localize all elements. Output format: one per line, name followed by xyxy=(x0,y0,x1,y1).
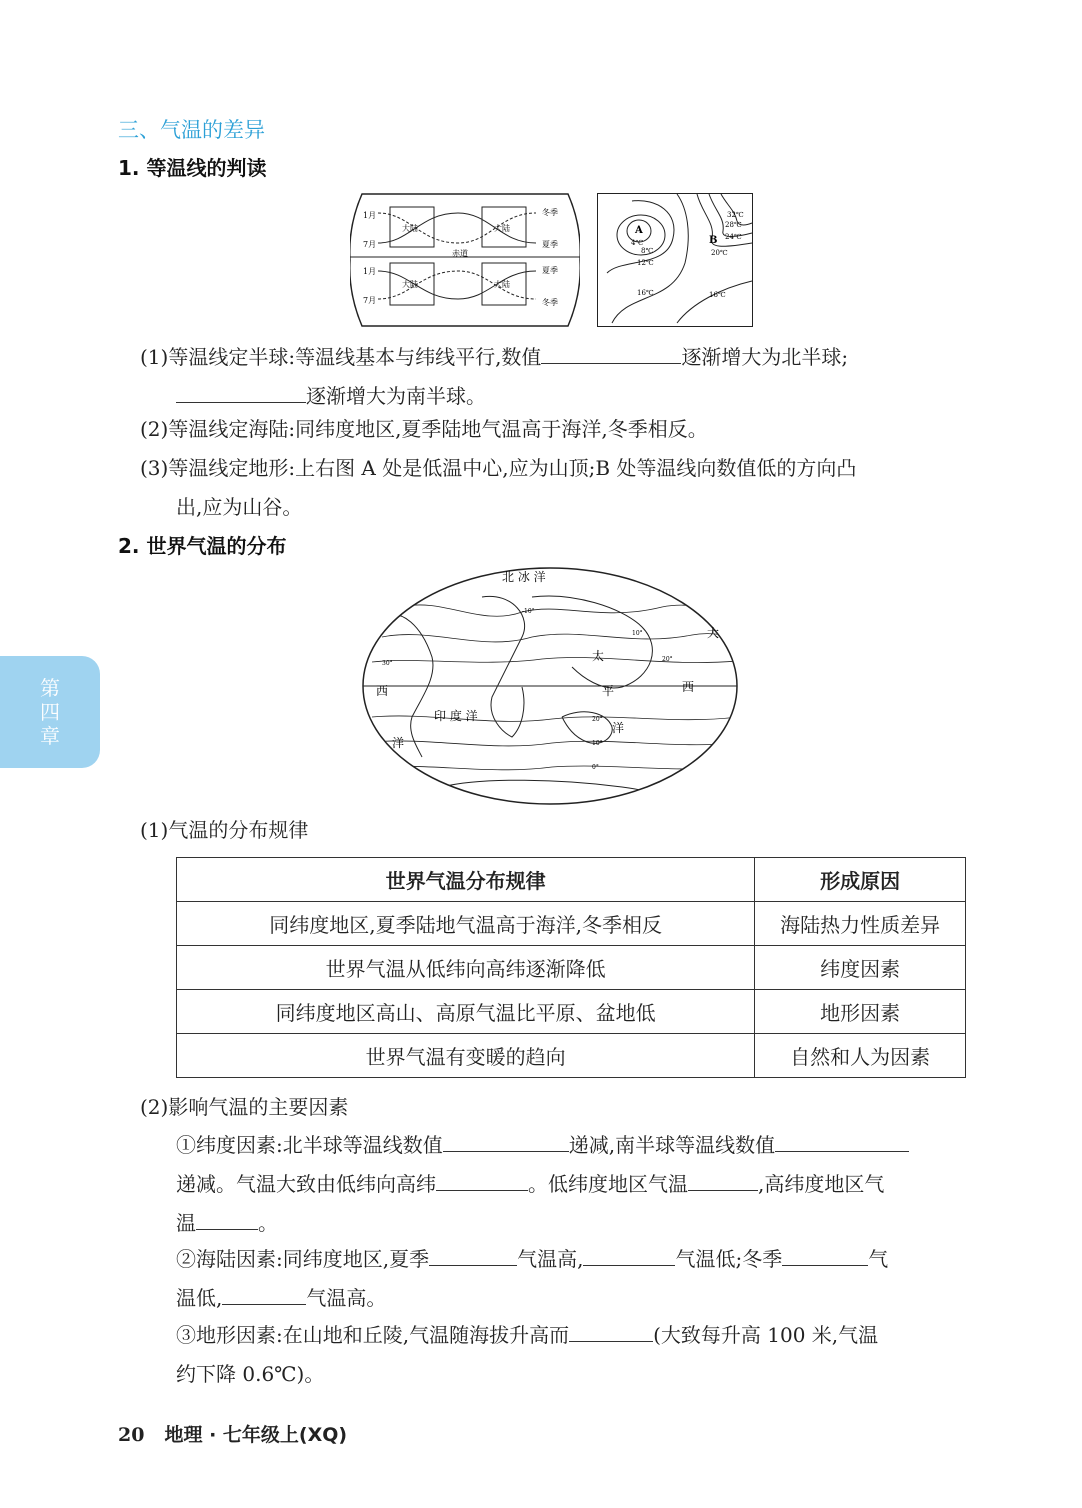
factor-1-line-1: ①纬度因素:北半球等温线数值 递减,南半球等温线数值 xyxy=(176,1126,909,1165)
blank-5[interactable] xyxy=(436,1168,528,1191)
isotherm-label-16b: 16℃ xyxy=(709,291,726,299)
factor-1-line-2: 递减。气温大致由低纬向高纬 。低纬度地区气温 ,高纬度地区气 xyxy=(176,1165,884,1204)
item-1-line-1: (1)等温线定半球:等温线基本与纬线平行,数值 逐渐增大为北半球; xyxy=(140,338,848,377)
item-3-line-2: 出,应为山谷。 xyxy=(176,495,303,519)
table-row xyxy=(177,946,966,990)
sub-2-heading: (2)影响气温的主要因素 xyxy=(140,1095,349,1119)
sub-1-heading: (1)气温的分布规律 xyxy=(140,818,309,842)
table-row xyxy=(177,902,966,946)
label-continent-3: 大陆 xyxy=(402,280,418,289)
label-atlantic-da: 大 xyxy=(707,626,720,640)
blank-11[interactable] xyxy=(222,1282,306,1305)
factor-2-line-1: ②海陆因素:同纬度地区,夏季 气温高, 气温低;冬季 气 xyxy=(176,1240,888,1279)
table-cell: 自然和人为因素 xyxy=(755,1034,966,1078)
blank-8[interactable] xyxy=(429,1243,517,1266)
world-isotherm-map xyxy=(362,567,738,805)
table-cell: 同纬度地区高山、高原气温比平原、盆地低 xyxy=(177,990,755,1034)
factor-3-line-1: ③地形因素:在山地和丘陵,气温随海拔升高而 (大致每升高 100 米,气温 xyxy=(176,1316,878,1355)
item-1-line-2: 逐渐增大为南半球。 xyxy=(176,377,486,416)
table-cell: 世界气温有变暖的趋向 xyxy=(177,1034,755,1078)
label-winter-top: 冬季 xyxy=(542,208,558,217)
item-2: (2)等温线定海陆:同纬度地区,夏季陆地气温高于海洋,冬季相反。 xyxy=(140,417,708,441)
page-number: 20 xyxy=(118,1424,145,1446)
table-row xyxy=(177,1034,966,1078)
label-indian-ocean: 印 度 洋 xyxy=(434,709,478,723)
temperature-distribution-table xyxy=(176,857,966,1078)
blank-9[interactable] xyxy=(583,1243,675,1266)
table-cell: 世界气温从低纬向高纬逐渐降低 xyxy=(177,946,755,990)
isotherm-label-12: 12℃ xyxy=(637,259,654,267)
isotherm-label-20: 20℃ xyxy=(711,249,728,257)
isotherm-label-32: 32℃ xyxy=(727,211,744,219)
subheading-world-temperature: 2. 世界气温的分布 xyxy=(118,534,287,558)
isotherm-tag-6: 10° xyxy=(592,740,603,747)
label-continent-4: 大陆 xyxy=(494,280,510,289)
label-atlantic-xi-east: 西 xyxy=(682,680,695,694)
table-header-row xyxy=(177,858,966,902)
label-atlantic-xi: 西 xyxy=(376,684,389,698)
isotherm-tag-1: -10° xyxy=(522,608,535,615)
point-a-label: A xyxy=(635,225,643,236)
section-title: 三、气温的差异 xyxy=(118,118,265,142)
isotherm-label-8: 8℃ xyxy=(641,247,654,255)
table-cell: 同纬度地区,夏季陆地气温高于海洋,冬季相反 xyxy=(177,902,755,946)
label-jan-top: 1月 xyxy=(363,211,377,220)
isotherm-tag-3: 20° xyxy=(662,656,673,663)
isotherm-tag-7: 0° xyxy=(592,764,599,771)
chapter-tab[interactable]: 第 四 章 xyxy=(0,656,100,768)
label-continent-1: 大陆 xyxy=(402,224,418,233)
label-pacific-yang: 洋 xyxy=(612,721,625,735)
label-arctic-ocean: 北 冰 洋 xyxy=(502,570,546,584)
isotherm-label-4: 4℃ xyxy=(631,239,644,247)
blank-12[interactable] xyxy=(569,1319,653,1342)
blank-2[interactable] xyxy=(176,380,306,403)
label-equator: 赤道 xyxy=(452,249,468,258)
label-jul-bottom: 7月 xyxy=(363,296,377,305)
label-pacific-tai: 太 xyxy=(592,649,605,663)
book-title: 地理 · 七年级上(XQ) xyxy=(164,1424,348,1446)
label-winter-bottom: 冬季 xyxy=(542,298,558,307)
label-summer-bottom: 夏季 xyxy=(542,266,558,275)
factor-1-line-3: 温 。 xyxy=(176,1204,278,1243)
table-header: 世界气温分布规律 xyxy=(177,858,755,902)
factor-3-line-2: 约下降 0.6℃)。 xyxy=(176,1362,325,1386)
table-cell: 纬度因素 xyxy=(755,946,966,990)
label-summer-top: 夏季 xyxy=(542,240,558,249)
label-atlantic-yang: 洋 xyxy=(392,736,405,750)
subheading-isotherm-reading: 1. 等温线的判读 xyxy=(118,156,267,180)
item-3-line-1: (3)等温线定地形:上右图 A 处是低温中心,应为山顶;B 处等温线向数值低的方向凸 xyxy=(140,456,857,480)
isotherm-tag-5: 20° xyxy=(592,716,603,723)
page-footer xyxy=(118,1420,347,1447)
table-cell: 海陆热力性质差异 xyxy=(755,902,966,946)
isotherm-tag-2: 10° xyxy=(632,630,643,637)
blank-1[interactable] xyxy=(541,341,681,364)
blank-3[interactable] xyxy=(443,1129,569,1152)
blank-10[interactable] xyxy=(782,1243,868,1266)
blank-6[interactable] xyxy=(688,1168,758,1191)
label-continent-2: 大陆 xyxy=(494,224,510,233)
table-row xyxy=(177,990,966,1034)
isotherm-label-16a: 16℃ xyxy=(637,289,654,297)
blank-4[interactable] xyxy=(775,1129,909,1152)
isotherm-continent-figure xyxy=(350,193,580,327)
isotherm-label-24: 24℃ xyxy=(725,233,742,241)
isotherm-tag-4: 30° xyxy=(382,660,393,667)
isotherm-label-28: 28℃ xyxy=(725,221,742,229)
factor-2-line-2: 温低, 气温高。 xyxy=(176,1279,386,1318)
isotherm-terrain-figure xyxy=(597,193,753,327)
label-jan-bottom: 1月 xyxy=(363,267,377,276)
point-b-label: B xyxy=(709,235,718,246)
blank-7[interactable] xyxy=(196,1207,258,1230)
table-header: 形成原因 xyxy=(755,858,966,902)
label-jul-top: 7月 xyxy=(363,240,377,249)
label-pacific-ping: 平 xyxy=(602,684,615,698)
table-cell: 地形因素 xyxy=(755,990,966,1034)
